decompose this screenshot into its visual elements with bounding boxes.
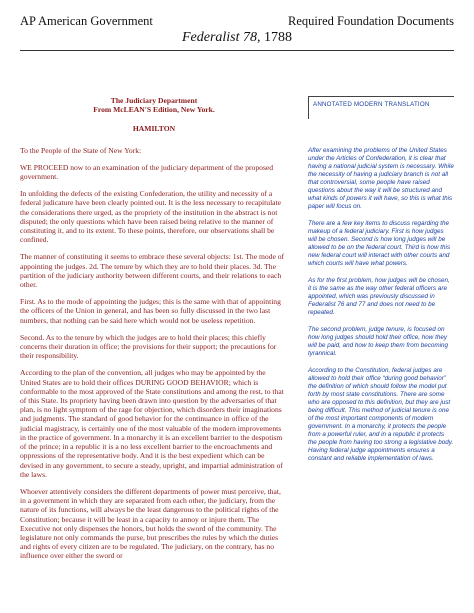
translation-paragraph: As for the first problem, how judges will be chosen, it is the same as the way other federal officers are appointed, which was previously discussed in Federalist 76 and 77 and does not need to be repeated. — [308, 277, 450, 316]
article-source: From McLEAN'S Edition, New York. — [93, 105, 215, 115]
article-author: HAMILTON — [132, 124, 176, 134]
translation-paragraph: There are a few key items to discuss regarding the makeup of a federal judiciary. First is how judges will be chosen. Second is how long judges will be allowed to be on the federal court. Third is how this new federal court will interact with other courts and which courts will have what powers. — [308, 220, 451, 267]
original-paragraph: Whoever attentively considers the different departments of power must perceive, that, in a government in which they are separated from each other, the judiciary, from the nature of its functions, will always be the least dangerous to the political rights of the Constitution; because it will be least in a capacity to annoy or injure them. The Executive not only dispenses the honors, but holds the sword of the community. The legislature not only commands the purse, but prescribes the rules by which the duties and rights of every citizen are to be regulated. The judiciary, on the contrary, has no influence over either the sword or — [20, 486, 281, 561]
salutation: To the People of the State of New York: — [20, 145, 142, 155]
original-text-column — [20, 96, 288, 569]
course-header: AP American Government — [20, 14, 153, 28]
translation-label: ANNOTATED MODERN TRANSLATION — [308, 96, 454, 119]
translation-column — [308, 96, 454, 472]
original-paragraph: The manner of constituting it seems to embrace these several objects: 1st. The mode of appointing the judges. 2d. The tenure by which they are to hold their places. 3d. The partition of the judiciary authority between different courts, and their relations to each other. — [20, 252, 285, 290]
translation-paragraph: According to the Constitution, federal judges are allowed to hold their office “during good behavior” the definition of which should follow the model put forth by most state constitutions. There are some who are opposed to this definition, but they are just being difficult. This method of judicial tenure is one of the most important components of modern government. In a monarchy, it protects the people from a powerful ruler, and in a republic it protects the people from having too strong a legislative body. Having federal judge appointments ensures a constant and reliable implementation of laws. — [308, 367, 454, 462]
original-paragraph: In unfolding the defects of the existing Confederation, the utility and necessity of a federal judicature have been clearly pointed out. It is the less necessary to recapitulate the considerations there urged, as the propriety of the institution in the abstract is not disputed; the only questions which have been raised being relative to the manner of constituting it, and to its extent. To these points, therefore, our observations shall be confined. — [20, 189, 282, 245]
document-title — [0, 30, 474, 46]
document-title-italic: Federalist 78 — [181, 30, 258, 45]
article-heading: The Judiciary Department — [110, 96, 198, 105]
original-paragraph: Second. As to the tenure by which the judges are to hold their places; this chiefly concerns their duration in office; the provisions for their support; the precautions for their responsibility. — [20, 332, 277, 361]
translation-paragraph: After examining the problems of the United States under the Articles of Confederation, it is clear that having a national judicial system is necessary. While the necessity of having a judiciary branch is not all that controversial, some people have raised questions about the way it will be structured and what kinds of powers it will have, so this is what this paper will focus on. — [308, 147, 454, 210]
header-divider — [20, 50, 454, 51]
translation-paragraph: The second problem, judge tenure, is focused on how long judges should hold their office, how they will be paid, and how to keep them from becoming tyrannical. — [308, 326, 449, 357]
original-paragraph: First. As to the mode of appointing the judges; this is the same with that of appointing the officers of the Union in general, and has been so fully discussed in the two last numbers, that nothing can be said here which would not be useless repetition. — [20, 297, 281, 325]
section-header: Required Foundation Documents — [288, 14, 454, 28]
document-title-year: , 1788 — [257, 30, 293, 45]
original-paragraph: According to the plan of the convention, all judges who may be appointed by the United States are to hold their offices DURING GOOD BEHAVIOR; which is conformable to the most approved of the State constitutions and among the rest, to that of this State. Its propriety having been drawn into question by the adversaries of that plan, is no light symptom of the rage for objection, which disorders their imaginations and judgments. The standard of good behavior for the continuance in office of the judicial magistracy, is certainly one of the most valuable of the modern improvements in the practice of government. In a monarchy it is an excellent barrier to the despotism of the prince; in a republic it is a no less excellent barrier to the encroachments and oppressions of the representative body. And it is the best expedient which can be devised in any government, to secure a steady, upright, and impartial administration of the laws. — [20, 368, 284, 479]
original-paragraph: WE PROCEED now to an examination of the judiciary department of the proposed government. — [20, 162, 274, 182]
